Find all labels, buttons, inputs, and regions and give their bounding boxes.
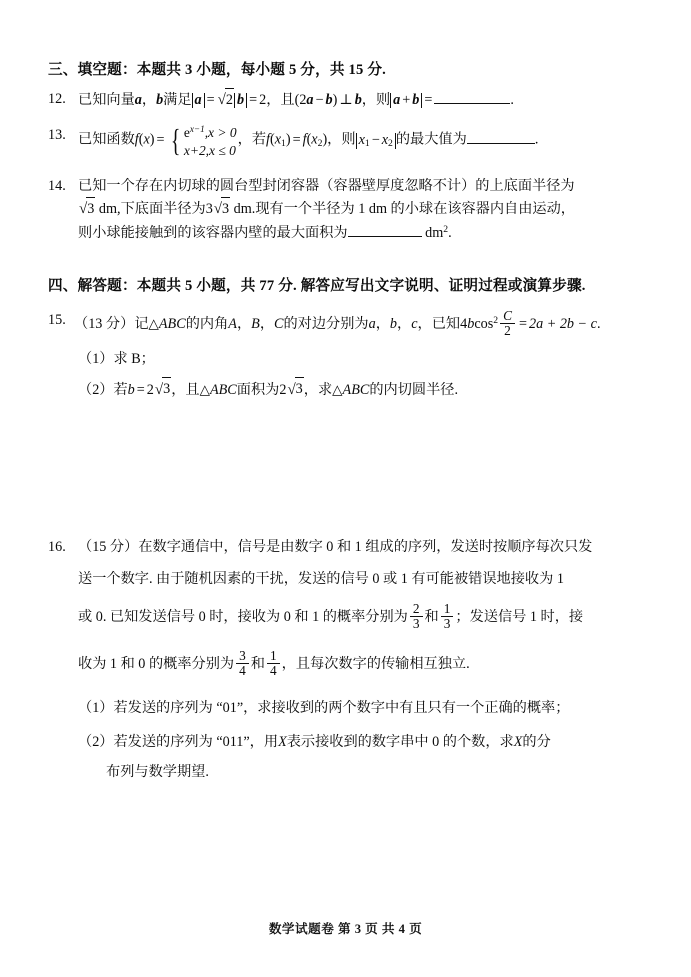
p15-sub2-sqrt-1: √3 (154, 378, 171, 402)
p16-line4-prefix: 收为 1 和 0 的概率分别为 (78, 656, 235, 673)
p15-side-a: a (368, 315, 376, 332)
p13-case-2: x+2,x ≤ 0 (183, 142, 236, 158)
p15-inner: 的内角 (185, 315, 229, 332)
p12-comma-1: ， (141, 92, 157, 108)
p13-answer-blank[interactable] (467, 143, 535, 144)
p15-sep-4: ， (397, 315, 412, 332)
p15-triangle-icon: △ (148, 315, 159, 331)
p15-side-b: b (389, 315, 398, 332)
problem-16-sub-1: （1）若发送的序列为 “01”，求接收到的两个数字中有且只有一个正确的概率； (78, 699, 570, 716)
p16-line1-text: 在数字通信中，信号是由数字 0 和 1 组成的序列，发送时按顺序每次只发 (138, 539, 593, 556)
p15-eq-rhs: 2a + 2b − c (528, 315, 597, 332)
p15-eq-cos: cos (474, 315, 494, 332)
p13-func-f: f (134, 131, 139, 148)
p15-sep-5: ， (417, 315, 432, 332)
p15-angle-B: B (251, 315, 260, 332)
problem-14-line-1: 已知一个存在内切球的圆台型封闭容器（容器壁厚度忽略不计）的上底面半径为 (78, 178, 575, 195)
p12-period: . (510, 92, 514, 108)
problem-16-line-2: 送一个数字. 由于随机因素的干扰，发送的信号 0 或 1 有可能被错误地接收为 1 (78, 571, 564, 588)
p15-side-c: c (411, 315, 418, 332)
p16-frac-2-3: $\frac{2}{3}$ (410, 602, 423, 631)
problem-16 (48, 536, 648, 783)
problem-14-line-3 (78, 222, 648, 244)
p13-then: ，则 (327, 131, 356, 148)
p14-answer-blank[interactable] (348, 236, 422, 237)
problem-15-number: 15. (48, 311, 66, 328)
p13-mid-equals: = (292, 131, 301, 148)
problem-16-sub-2-cont: 布列与数学期望. (106, 763, 209, 780)
p15-eq-period: . (596, 315, 601, 332)
p14-coef: 3 (205, 201, 213, 218)
p15-frac-C-2: $\frac{C}{2}$ (500, 309, 515, 338)
p16-he-2: 和 (250, 656, 265, 673)
p14-line3-prefix: 则小球能接触到的该容器内壁的最大面积为 (78, 224, 348, 241)
p13-period: . (534, 131, 539, 148)
p13-case-1: $e^{x-1},x > 0$ (183, 124, 237, 141)
p12-equals-2: = (249, 92, 258, 108)
p13-f2: f (302, 131, 307, 148)
problem-16-number: 16. (48, 539, 66, 556)
problem-15-stem (74, 309, 648, 338)
p12-perp-target: b (354, 92, 362, 108)
p15-abc: ABC (158, 315, 186, 332)
p16-frac-1-4: $\frac{1}{4}$ (267, 649, 280, 678)
p16-sub2-X-2: X (513, 733, 523, 750)
p15-known: 已知 (431, 315, 461, 332)
p13-f1: f (266, 131, 270, 148)
p15-sep-1: ， (236, 315, 252, 332)
p12-perp-symbol: ⊥ (339, 92, 353, 108)
p12-sqrt-2: √2 (217, 88, 234, 112)
problem-16-line-4 (78, 649, 648, 678)
p12-value-2: 2 (259, 92, 267, 108)
p15-sep-2: ， (259, 315, 275, 332)
p14-sqrt-3b: √3 (213, 197, 230, 221)
section-heading-solution-questions: 四、解答题：本题共 5 小题，共 77 分. 解答应写出文字说明、证明过程或演算步骤. (48, 277, 586, 294)
page-content (48, 58, 648, 791)
p13-equals: = (156, 131, 165, 148)
p12-then: ，则 (361, 92, 391, 108)
problem-15-sub-1: （1）求 B； (78, 350, 155, 367)
p16-line4-tail: ，且每次数字的传输相互独立. (281, 656, 470, 673)
p16-sub2-tail: 的分 (522, 733, 551, 750)
p12-satisfy: 满足 (163, 92, 192, 108)
p15-eq-equals: = (518, 315, 527, 332)
p12-abs-a-plus-b: a + b (390, 93, 422, 108)
p15-angle-A: A (228, 315, 237, 332)
p14-unit-dm: dm (425, 224, 444, 241)
p12-perp-expr: (2a − b) (294, 92, 338, 108)
problem-16-line-3 (78, 602, 648, 631)
p15-eq-coef: 4 (460, 315, 468, 332)
p13-abs-diff: $x_1 - x_2$ (356, 133, 396, 149)
section-heading-fill-in-blank: 三、填空题：本题共 3 小题，每小题 5 分，共 15 分. (48, 62, 387, 78)
p12-and: ，且 (266, 92, 295, 108)
p12-abs-b: b (234, 93, 247, 108)
p12-vector-a: a (134, 92, 142, 108)
p15-sub2-triangle-icon: △ (199, 381, 210, 397)
p12-abs-a: a (192, 93, 205, 108)
p13-func-x: x (143, 131, 150, 148)
p13-prefix: 已知函数 (78, 131, 135, 148)
p15-ji: 记 (134, 315, 149, 332)
p14-period: . (448, 224, 452, 241)
p14-unit-sup: 2 (443, 223, 449, 235)
problem-13-text: 已知函数f(x) = { $e^{x-1},x > 0$ x+2,x ≤ 0 ，若$f(x_1) = f(x_2)$，则 $x_1 - x_2$ 的最大值为 . (78, 123, 539, 159)
p14-sqrt-3a: √3 (78, 197, 95, 221)
p16-he-1: 和 (424, 609, 439, 626)
p13-if: ，若 (237, 131, 267, 148)
problem-14-line-2 (78, 197, 648, 221)
p14-tail: 现有一个半径为 1 dm 的小球在该容器内自由运动， (255, 201, 575, 218)
p15-eq-b: b (467, 315, 475, 332)
p12-answer-blank[interactable] (434, 103, 510, 104)
p14-unit-a: dm, (95, 201, 121, 218)
p12-prefix: 已知向量 (78, 92, 135, 108)
problem-12-number: 12. (48, 91, 66, 107)
problem-12-text (78, 88, 648, 112)
page-footer: 数学试题卷 第 3 页 共 4 页 (268, 922, 423, 936)
problem-14 (48, 175, 648, 243)
p16-sub2-mid: 表示接收到的数字串中 0 的个数，求 (286, 733, 514, 750)
p16-frac-3-4: $\frac{3}{4}$ (236, 649, 249, 678)
p15-opp: 的对边分别为 (283, 315, 369, 332)
problem-12 (48, 88, 648, 112)
problem-15 (48, 309, 648, 403)
p15-angle-C: C (274, 315, 284, 332)
p14-unit-b: dm. (230, 201, 256, 218)
p16-line3-tail: ；发送信号 1 时，接 (455, 609, 584, 626)
p15-sep-3: ， (375, 315, 390, 332)
p12-final-equals: = (424, 92, 433, 108)
problem-16-sub-2 (48, 731, 648, 753)
p12-equals-1: = (206, 92, 215, 108)
p15-sub2-triangle-icon-2: △ (332, 381, 343, 397)
p15-sub2-sqrt-2: √3 (286, 378, 303, 402)
p16-frac-1-3: $\frac{1}{3}$ (441, 602, 454, 631)
p16-sub2-prefix: （2）若发送的序列为 “011”，用 (78, 733, 279, 750)
problem-13-number: 13. (48, 127, 66, 144)
p14-mid: 下底面半径为 (120, 201, 206, 218)
p15-sub2-prefix: （2）若 (78, 381, 128, 398)
p15-cos-sup: 2 (493, 314, 499, 326)
p13-piecewise: { $e^{x-1},x > 0$ x+2,x ≤ 0 (170, 123, 237, 159)
problem-16-line-1 (78, 536, 648, 558)
p16-score: （15 分） (78, 539, 139, 556)
p12-vector-b: b (156, 92, 164, 108)
answer-working-space (48, 410, 648, 536)
problem-15-sub-2: （2）若b = 2√3，且△ABC面积为2√3，求△ABC的内切圆半径. (48, 378, 648, 402)
p16-sub2-X: X (278, 733, 287, 750)
p13-max-text: 的最大值为 (395, 131, 467, 148)
p16-line3-prefix: 或 0. 已知发送信号 0 时，接收为 0 和 1 的概率分别为 (78, 609, 408, 626)
problem-13 (48, 124, 648, 159)
p15-score: （13 分） (74, 315, 135, 332)
problem-14-number: 14. (48, 178, 66, 195)
